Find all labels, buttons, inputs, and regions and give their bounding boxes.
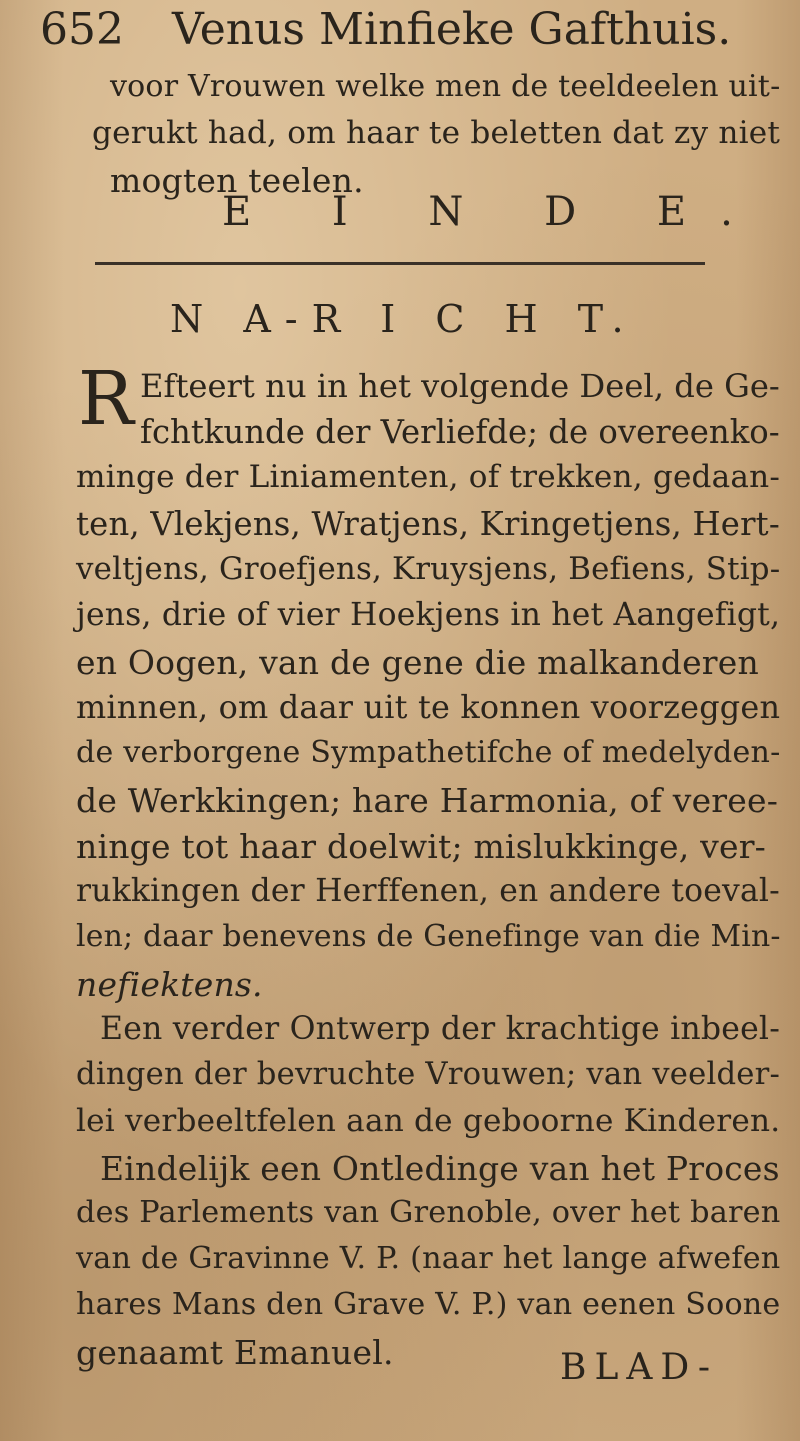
text-line: veltjens, Groefjens, Kruysjens, Befiens, Stip-	[76, 551, 781, 587]
text-line: rukkingen der Herffenen, en andere toeval-	[76, 873, 780, 909]
catchword: BLAD-	[560, 1347, 719, 1388]
text-line: hares Mans den Grave V. P.) van eenen Soone	[76, 1287, 781, 1322]
text-line: jens, drie of vier Hoekjens in het Aangefigt,	[76, 597, 781, 633]
text-line: dingen der bevruchte Vrouwen; van veelder-	[76, 1057, 781, 1092]
text-line: minge der Liniamenten, of trekken, gedaan-	[76, 459, 781, 495]
text-line: ten, Vlekjens, Wratjens, Kringetjens, Hert-	[76, 505, 780, 543]
text-line: en Oogen, van de gene die malkanderen	[76, 643, 759, 682]
text-line: mogten teelen.	[110, 161, 364, 200]
drop-capital: R	[78, 356, 134, 442]
section-title: N A-R I C H T.	[170, 297, 638, 341]
text-line: gerukt had, om haar te beletten dat zy niet	[92, 115, 781, 151]
divider-rule	[95, 262, 705, 265]
text-line: ninge tot haar doelwit; mislukkinge, ver-	[76, 827, 767, 866]
text-line: Efteert nu in het volgende Deel, de Ge-	[140, 367, 780, 405]
text-line: minnen, om daar uit te konnen voorzeggen	[76, 688, 781, 726]
text-line: Eindelijk een Ontledinge van het Proces	[100, 1149, 780, 1188]
running-title: Venus Minfieke Gafthuis.	[171, 4, 732, 55]
text-line: de Werkkingen; hare Harmonia, of veree-	[76, 781, 779, 820]
text-line: van de Gravinne V. P. (naar het lange afwefen	[76, 1241, 781, 1276]
text-line: len; daar benevens de Genefinge van die Min-	[76, 919, 781, 954]
text-line: fchtkunde der Verliefde; de overeenko-	[140, 413, 780, 451]
text-line: nefiektens.	[76, 965, 263, 1004]
text-line: genaamt Emanuel.	[76, 1333, 394, 1372]
finis-heading: E I N D E.	[222, 189, 767, 235]
text-line: de verborgene Sympathetifche of medelyden-	[76, 735, 781, 770]
page-header	[40, 4, 732, 55]
text-line: des Parlements van Grenoble, over het baren	[76, 1195, 781, 1230]
page-number: 652	[40, 4, 124, 55]
text-line: voor Vrouwen welke men de teeldeelen uit-	[110, 69, 781, 104]
text-line: Een verder Ontwerp der krachtige inbeel-	[100, 1011, 781, 1047]
text-line: lei verbeeltfelen aan de geboorne Kinderen.	[76, 1103, 781, 1139]
